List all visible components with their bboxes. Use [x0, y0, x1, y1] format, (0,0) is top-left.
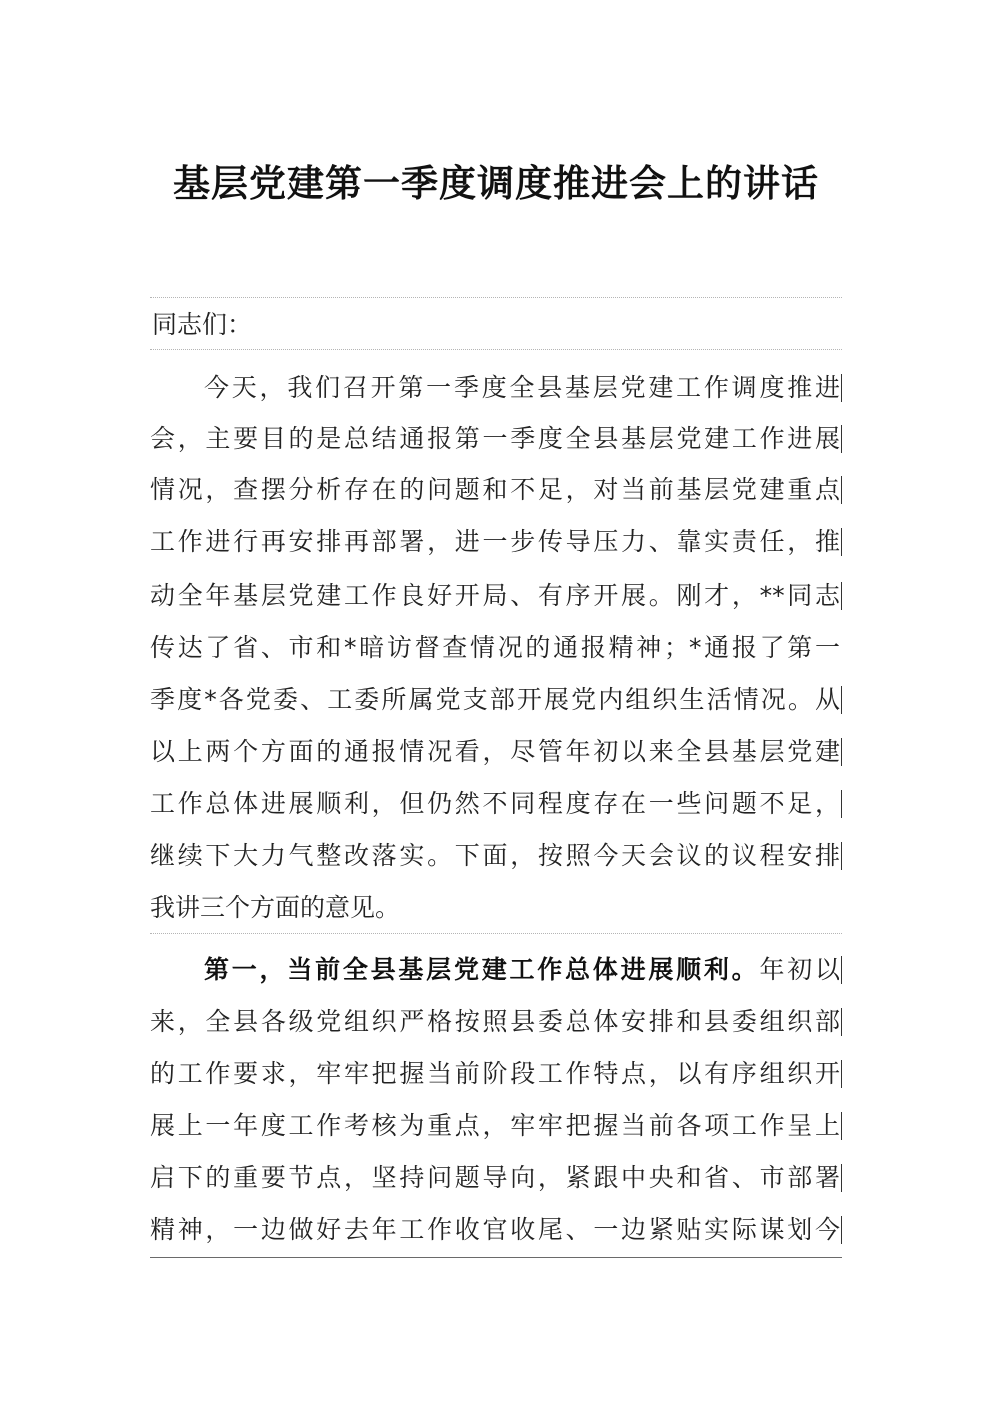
paragraph-line: 季度*各党委、工委所属党支部开展党内组织生活情况。从 — [150, 685, 840, 714]
line-end-marker — [841, 374, 842, 402]
line-end-marker — [841, 1164, 842, 1192]
line-end-marker — [841, 842, 842, 870]
line-end-marker — [841, 686, 842, 714]
paragraph-line: 来，全县各级党组织严格按照县委总体安排和县委组织部 — [150, 1007, 840, 1036]
line-end-marker — [841, 1112, 842, 1140]
paragraph-line: 的工作要求，牢牢把握当前阶段工作特点，以有序组织开 — [150, 1059, 840, 1088]
paragraph-line: 启下的重要节点，坚持问题导向，紧跟中央和省、市部署 — [150, 1163, 840, 1192]
line-end-marker — [841, 476, 842, 504]
divider — [150, 933, 842, 934]
divider — [150, 297, 842, 298]
paragraph-line: 会，主要目的是总结通报第一季度全县基层党建工作进展 — [150, 424, 840, 453]
paragraph-line: 我讲三个方面的意见。 — [150, 893, 401, 922]
line-end-marker — [841, 582, 842, 610]
paragraph-text: 年初以 — [759, 955, 840, 984]
paragraph-line-heading — [204, 944, 840, 996]
paragraph-line: 以上两个方面的通报情况看，尽管年初以来全县基层党建 — [150, 737, 840, 766]
divider — [150, 349, 842, 350]
line-end-marker — [841, 790, 842, 818]
paragraph-line: 精神，一边做好去年工作收官收尾、一边紧贴实际谋划今 — [150, 1215, 840, 1244]
paragraph-line: 工作进行再安排再部署，进一步传导压力、靠实责任，推 — [150, 527, 840, 556]
document-title: 基层党建第一季度调度推进会上的讲话 — [173, 161, 819, 205]
line-end-marker — [841, 1216, 842, 1244]
page-bottom-rule — [150, 1257, 842, 1258]
greeting: 同志们： — [152, 310, 253, 339]
section-heading: 第一，当前全县基层党建工作总体进展顺利。 — [204, 955, 760, 984]
paragraph-line: 继续下大力气整改落实。下面，按照今天会议的议程安排 — [150, 841, 840, 870]
line-end-marker — [841, 956, 842, 984]
paragraph-line: 情况，查摆分析存在的问题和不足，对当前基层党建重点 — [150, 475, 840, 504]
line-end-marker — [841, 528, 842, 556]
line-end-marker — [841, 738, 842, 766]
line-end-marker — [841, 1060, 842, 1088]
paragraph-line: 工作总体进展顺利，但仍然不同程度存在一些问题不足， — [150, 789, 840, 818]
line-end-marker — [841, 1008, 842, 1036]
paragraph-line: 展上一年度工作考核为重点，牢牢把握当前各项工作呈上 — [150, 1111, 840, 1140]
paragraph-line: 传达了省、市和*暗访督查情况的通报精神；*通报了第一 — [150, 633, 840, 662]
paragraph-line: 今天，我们召开第一季度全县基层党建工作调度推进 — [204, 373, 840, 402]
line-end-marker — [841, 425, 842, 453]
paragraph-line: 动全年基层党建工作良好开局、有序开展。刚才，**同志 — [150, 581, 840, 610]
